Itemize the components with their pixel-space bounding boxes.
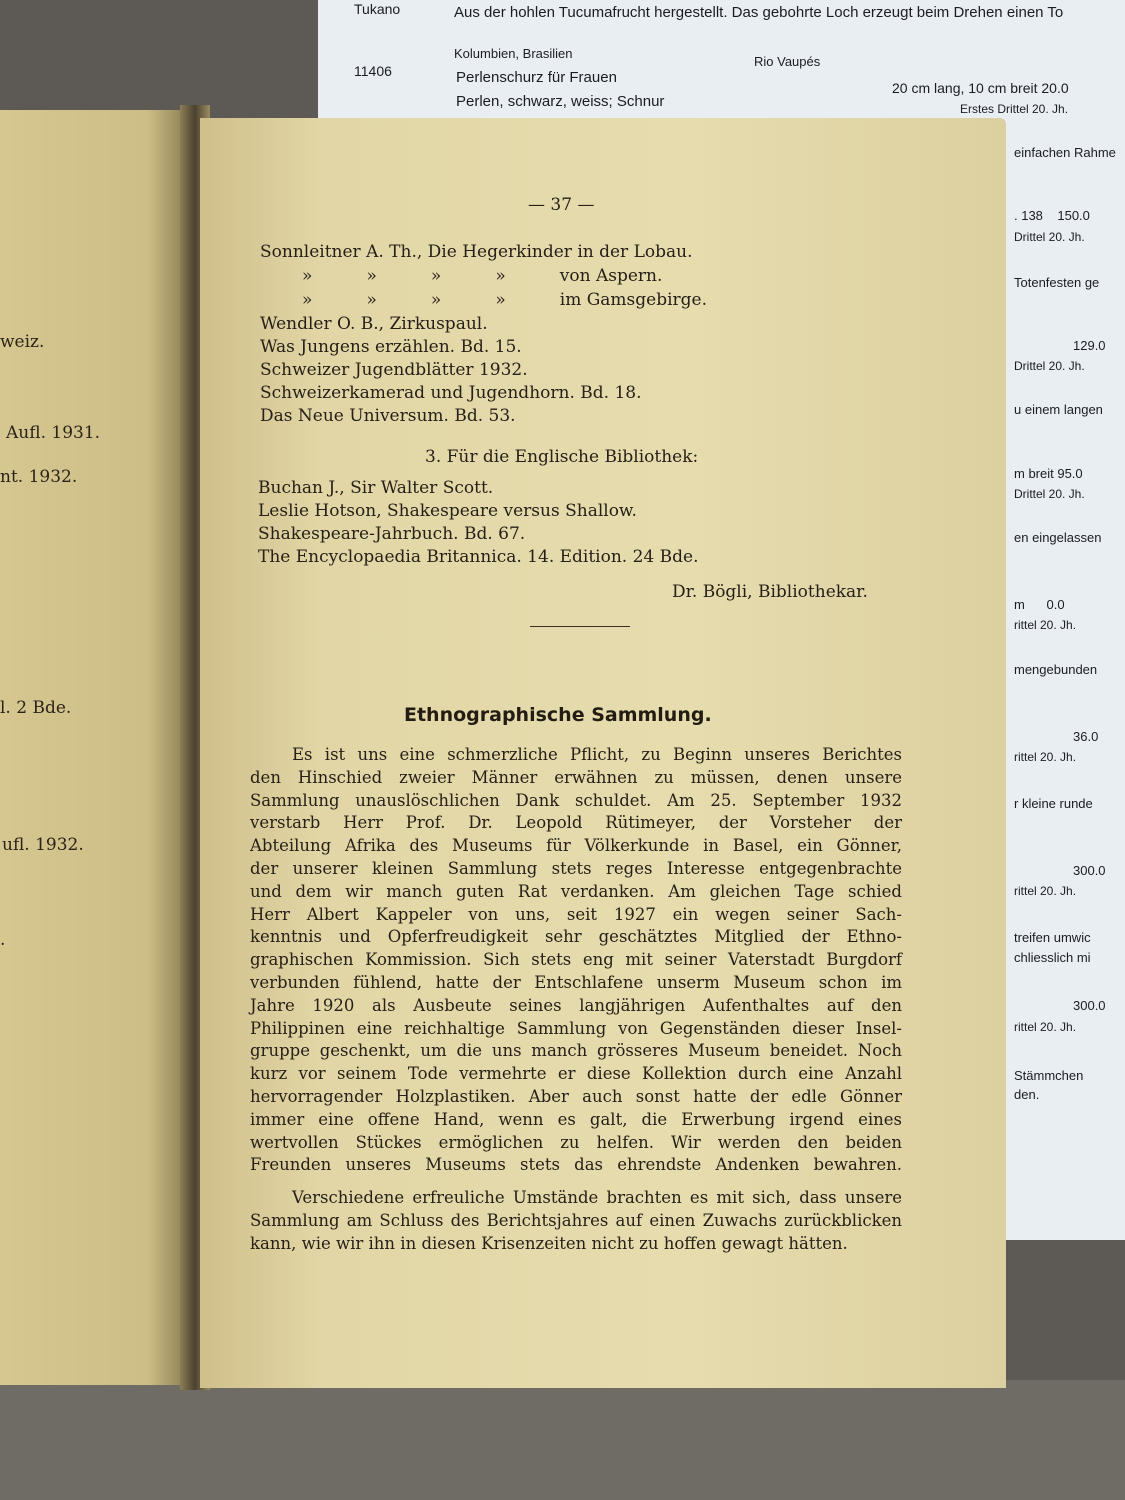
catalog-tribe: Tukano	[354, 1, 401, 17]
catalog-fragment: treifen umwic	[1014, 930, 1091, 945]
list-line: Sonnleitner A. Th., Die Hegerkinder in der Lobau.	[260, 242, 693, 262]
left-page	[0, 110, 185, 1385]
catalog-fragment: Drittel 20. Jh.	[1014, 230, 1085, 244]
paragraph-line: kurz vor seinem Tode vermehrte er diese Kollektion durch eine Anzahl	[250, 1064, 902, 1084]
paragraph-line: Jahre 1920 als Ausbeute seines langjährigen Aufenthaltes auf den	[250, 995, 902, 1015]
paragraph-line: Sammlung am Schluss des Berichtsjahres auf einen Zuwachs zurückblicken	[250, 1210, 902, 1230]
catalog-fragment: rittel 20. Jh.	[1014, 1020, 1077, 1034]
catalog-fragment: r kleine runde	[1014, 796, 1093, 811]
left-fragment: ufl. 1932.	[2, 835, 84, 855]
paragraph-line: hervorragender Holzplastiken. Aber auch sonst hatte der edle Gönner	[250, 1086, 902, 1106]
list-line: Das Neue Universum. Bd. 53.	[260, 406, 516, 426]
catalog-fragment: mengebunden	[1014, 662, 1098, 677]
list-line: Schweizer Jugendblätter 1932.	[260, 360, 528, 380]
paragraph-line: Sammlung unauslöschlichen Dank schuldet. Am 25. September 1932	[250, 790, 902, 810]
paragraph-line: Freunden unseres Museums stets das ehrendste Andenken bewahren.	[250, 1155, 902, 1175]
desk-surface	[0, 1380, 1125, 1500]
catalog-place: Rio Vaupés	[754, 54, 821, 69]
paragraph-line: Philippinen eine reichhaltige Sammlung von Gegenständen dieser Insel-	[250, 1018, 902, 1038]
catalog-fragment: . 138 150.0	[1014, 208, 1090, 223]
left-fragment: Aufl. 1931.	[6, 423, 101, 443]
catalog-fragment: 300.0	[1073, 863, 1106, 878]
paragraph-line: der unserer kleinen Sammlung stets reges Interesse entgegenbrachte	[250, 858, 902, 878]
english-library-heading: 3. Für die Englische Bibliothek:	[425, 447, 699, 467]
page-number: — 37 —	[528, 195, 595, 215]
catalog-fragment: rittel 20. Jh.	[1014, 884, 1077, 898]
paragraph-1	[250, 744, 902, 1177]
left-fragment: weiz.	[0, 332, 45, 352]
catalog-title: Perlenschurz für Frauen	[456, 69, 617, 86]
paragraph-line: verstarb Herr Prof. Dr. Leopold Rütimeyer, der Vorsteher der	[250, 813, 902, 833]
signature: Dr. Bögli, Bibliothekar.	[672, 582, 868, 602]
paragraph-line: den Hinschied zweier Männer erwähnen zu müssen, denen unsere	[250, 767, 902, 787]
english-line: Shakespeare-Jahrbuch. Bd. 67.	[258, 524, 526, 544]
left-fragment: nt. 1932.	[0, 467, 78, 487]
catalog-fragment: 36.0	[1073, 729, 1099, 744]
catalog-material: Perlen, schwarz, weiss; Schnur	[456, 93, 665, 110]
catalog-fragment: Totenfesten ge	[1014, 275, 1100, 290]
english-line: The Encyclopaedia Britannica. 14. Edition. 24 Bde.	[258, 547, 699, 567]
paragraph-line: wertvollen Stückes ermöglichen zu helfen. Wir werden den beiden	[250, 1132, 902, 1152]
catalog-fragment: 129.0	[1073, 338, 1106, 353]
catalog-fragment: Stämmchen	[1014, 1068, 1084, 1083]
catalog-fragment: Drittel 20. Jh.	[1014, 487, 1085, 501]
paragraph-line: graphischen Kommission. Sich stets eng mit seiner Vaterstadt Burgdorf	[250, 950, 902, 970]
catalog-fragment: chliesslich mi	[1014, 950, 1091, 965]
list-line: Schweizerkamerad und Jugendhorn. Bd. 18.	[260, 383, 642, 403]
paragraph-line: Verschiedene erfreuliche Umstände brachten es mit sich, dass unsere	[292, 1188, 902, 1207]
paragraph-line: verbunden fühlend, hatte der Entschlafene unserm Museum schon im	[250, 972, 902, 992]
catalog-fragment: rittel 20. Jh.	[1014, 618, 1077, 632]
paragraph-line: kenntnis und Opferfreudigkeit sehr geschätztes Mitglied der Ethno-	[250, 927, 902, 947]
catalog-date: Erstes Drittel 20. Jh.	[960, 102, 1069, 116]
catalog-fragment: den.	[1014, 1087, 1040, 1102]
list-line: » » » » im Gamsgebirge.	[302, 290, 708, 310]
left-fragment: .	[0, 930, 6, 950]
left-fragment: l. 2 Bde.	[0, 698, 72, 718]
section-divider	[530, 626, 630, 627]
catalog-fragment: Drittel 20. Jh.	[1014, 359, 1085, 373]
english-line: Leslie Hotson, Shakespeare versus Shallow.	[258, 501, 637, 521]
catalog-size: 20 cm lang, 10 cm breit 20.0	[892, 80, 1069, 96]
catalog-fragment: rittel 20. Jh.	[1014, 750, 1077, 764]
paragraph-line: Herr Albert Kappeler von uns, seit 1927 ein wegen seiner Sach-	[250, 904, 902, 924]
catalog-region: Kolumbien, Brasilien	[454, 46, 573, 61]
catalog-fragment: m 0.0	[1014, 597, 1065, 612]
list-line: Wendler O. B., Zirkuspaul.	[260, 314, 488, 334]
catalog-fragment: 300.0	[1073, 998, 1106, 1013]
list-line: Was Jungens erzählen. Bd. 15.	[260, 337, 522, 357]
catalog-number: 11406	[354, 63, 392, 79]
english-line: Buchan J., Sir Walter Scott.	[258, 478, 494, 498]
section-title: Ethnographische Sammlung.	[404, 704, 712, 726]
catalog-fragment: einfachen Rahme	[1014, 145, 1116, 160]
catalog-fragment: m breit 95.0	[1014, 466, 1083, 481]
paragraph-line: Abteilung Afrika des Museums für Völkerkunde in Basel, ein Gönner,	[250, 836, 902, 856]
catalog-description: Aus der hohlen Tucumafrucht hergestellt. Das gebohrte Loch erzeugt beim Drehen einen To	[454, 4, 1064, 21]
catalog-fragment: u einem langen	[1014, 402, 1103, 417]
list-line: » » » » von Aspern.	[302, 266, 663, 286]
paragraph-line: und dem wir manch guten Rat verdanken. Am gleichen Tage schied	[250, 881, 902, 901]
paragraph-line: gruppe geschenkt, um die uns manch grösseres Museum beneidet. Noch	[250, 1041, 902, 1061]
paragraph-line: Es ist uns eine schmerzliche Pflicht, zu Beginn unseres Berichtes	[292, 745, 902, 764]
paragraph-line: kann, wie wir ihn in diesen Krisenzeiten nicht zu hoffen gewagt hätten.	[250, 1233, 848, 1253]
catalog-fragment: en eingelassen	[1014, 530, 1102, 545]
paragraph-line: immer eine offene Hand, wenn es galt, die Erwerbung irgend eines	[250, 1109, 902, 1129]
paragraph-2	[250, 1187, 902, 1255]
